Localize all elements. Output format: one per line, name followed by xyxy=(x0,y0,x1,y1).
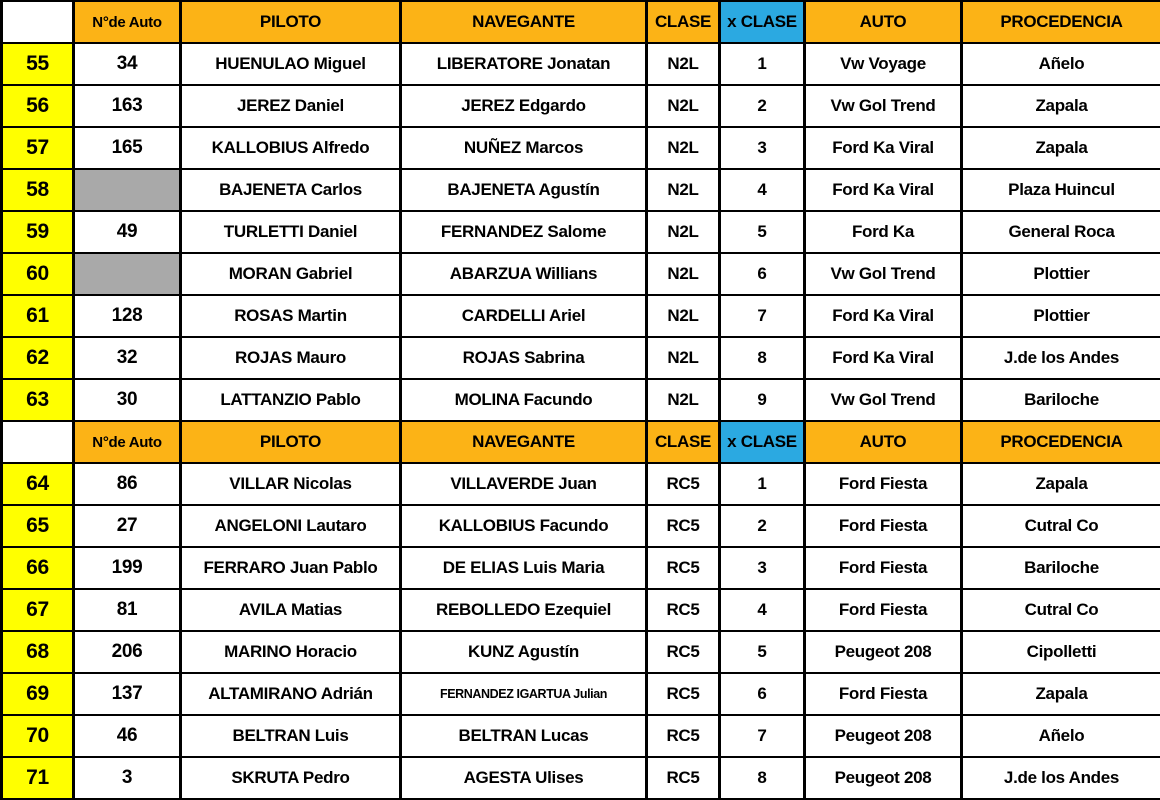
auto-number-cell[interactable]: 46 xyxy=(74,715,181,757)
piloto-cell[interactable]: VILLAR Nicolas xyxy=(181,463,401,505)
procedencia-cell[interactable]: Cipolletti xyxy=(962,631,1160,673)
procedencia-cell[interactable]: Bariloche xyxy=(962,379,1160,421)
piloto-cell[interactable]: MORAN Gabriel xyxy=(181,253,401,295)
x-clase-cell[interactable]: 9 xyxy=(720,379,805,421)
x-clase-cell[interactable]: 7 xyxy=(720,715,805,757)
position-number-cell[interactable]: 57 xyxy=(2,127,74,169)
position-number-cell[interactable]: 55 xyxy=(2,43,74,85)
navegante-cell[interactable]: AGESTA Ulises xyxy=(401,757,647,799)
position-number-cell[interactable]: 60 xyxy=(2,253,74,295)
position-number-cell[interactable]: 65 xyxy=(2,505,74,547)
auto-cell[interactable]: Ford Ka Viral xyxy=(805,295,962,337)
auto-cell[interactable]: Peugeot 208 xyxy=(805,757,962,799)
column-header-auto[interactable]: AUTO xyxy=(805,1,962,43)
table-row xyxy=(2,757,1160,799)
auto-number-cell[interactable]: 3 xyxy=(74,757,181,799)
navegante-cell[interactable]: DE ELIAS Luis Maria xyxy=(401,547,647,589)
piloto-cell[interactable]: BAJENETA Carlos xyxy=(181,169,401,211)
procedencia-cell[interactable]: Añelo xyxy=(962,43,1160,85)
navegante-cell[interactable]: FERNANDEZ IGARTUA Julian xyxy=(401,673,647,715)
x-clase-cell[interactable]: 3 xyxy=(720,547,805,589)
navegante-cell[interactable]: ABARZUA Willians xyxy=(401,253,647,295)
column-header-procedencia[interactable]: PROCEDENCIA xyxy=(962,1,1160,43)
clase-cell[interactable]: RC5 xyxy=(647,589,720,631)
procedencia-cell[interactable]: Cutral Co xyxy=(962,505,1160,547)
piloto-cell[interactable]: FERRARO Juan Pablo xyxy=(181,547,401,589)
procedencia-cell[interactable]: Zapala xyxy=(962,673,1160,715)
column-header-piloto[interactable]: PILOTO xyxy=(181,1,401,43)
position-number-cell[interactable]: 69 xyxy=(2,673,74,715)
column-header-auto-number[interactable]: N°de Auto xyxy=(74,1,181,43)
piloto-cell[interactable]: LATTANZIO Pablo xyxy=(181,379,401,421)
procedencia-cell[interactable]: Plaza Huincul xyxy=(962,169,1160,211)
auto-cell[interactable]: Peugeot 208 xyxy=(805,715,962,757)
auto-cell[interactable]: Vw Voyage xyxy=(805,43,962,85)
position-number-cell[interactable]: 64 xyxy=(2,463,74,505)
navegante-cell[interactable]: REBOLLEDO Ezequiel xyxy=(401,589,647,631)
procedencia-cell[interactable]: Añelo xyxy=(962,715,1160,757)
piloto-cell[interactable]: ALTAMIRANO Adrián xyxy=(181,673,401,715)
table-row xyxy=(2,295,1160,337)
navegante-cell[interactable]: BELTRAN Lucas xyxy=(401,715,647,757)
x-clase-cell[interactable]: 6 xyxy=(720,253,805,295)
column-header-auto[interactable]: AUTO xyxy=(805,421,962,463)
piloto-cell[interactable]: JEREZ Daniel xyxy=(181,85,401,127)
clase-cell[interactable]: RC5 xyxy=(647,673,720,715)
clase-cell[interactable]: RC5 xyxy=(647,463,720,505)
auto-cell[interactable]: Ford Fiesta xyxy=(805,547,962,589)
table-header-row xyxy=(2,1,1160,43)
auto-number-cell[interactable]: 27 xyxy=(74,505,181,547)
auto-number-cell[interactable]: 81 xyxy=(74,589,181,631)
auto-number-cell[interactable]: 206 xyxy=(74,631,181,673)
table-row xyxy=(2,505,1160,547)
procedencia-cell[interactable]: General Roca xyxy=(962,211,1160,253)
position-number-cell[interactable]: 70 xyxy=(2,715,74,757)
navegante-cell[interactable]: VILLAVERDE Juan xyxy=(401,463,647,505)
column-header-x-clase[interactable]: x CLASE xyxy=(720,1,805,43)
piloto-cell[interactable]: KALLOBIUS Alfredo xyxy=(181,127,401,169)
procedencia-cell[interactable]: Bariloche xyxy=(962,547,1160,589)
x-clase-cell[interactable]: 3 xyxy=(720,127,805,169)
piloto-cell[interactable]: TURLETTI Daniel xyxy=(181,211,401,253)
clase-cell[interactable]: RC5 xyxy=(647,715,720,757)
table-row xyxy=(2,673,1160,715)
corner-cell[interactable] xyxy=(2,1,74,43)
table-row xyxy=(2,337,1160,379)
auto-cell[interactable]: Peugeot 208 xyxy=(805,631,962,673)
navegante-cell[interactable]: MOLINA Facundo xyxy=(401,379,647,421)
auto-cell[interactable]: Vw Gol Trend xyxy=(805,253,962,295)
procedencia-cell[interactable]: Plottier xyxy=(962,253,1160,295)
navegante-cell[interactable]: FERNANDEZ Salome xyxy=(401,211,647,253)
auto-number-cell[interactable]: 32 xyxy=(74,337,181,379)
table-row xyxy=(2,127,1160,169)
auto-number-cell[interactable]: 34 xyxy=(74,43,181,85)
auto-number-cell[interactable]: 137 xyxy=(74,673,181,715)
corner-cell[interactable] xyxy=(2,421,74,463)
table-row xyxy=(2,211,1160,253)
clase-cell[interactable]: RC5 xyxy=(647,505,720,547)
procedencia-cell[interactable]: Plottier xyxy=(962,295,1160,337)
auto-cell[interactable]: Ford Ka Viral xyxy=(805,127,962,169)
clase-cell[interactable]: RC5 xyxy=(647,547,720,589)
x-clase-cell[interactable]: 6 xyxy=(720,673,805,715)
auto-cell[interactable]: Ford Ka xyxy=(805,211,962,253)
navegante-cell[interactable]: JEREZ Edgardo xyxy=(401,85,647,127)
x-clase-cell[interactable]: 2 xyxy=(720,505,805,547)
column-header-x-clase[interactable]: x CLASE xyxy=(720,421,805,463)
x-clase-cell[interactable]: 1 xyxy=(720,43,805,85)
auto-number-cell[interactable]: 199 xyxy=(74,547,181,589)
auto-cell[interactable]: Ford Ka Viral xyxy=(805,169,962,211)
x-clase-cell[interactable]: 1 xyxy=(720,463,805,505)
piloto-cell[interactable]: BELTRAN Luis xyxy=(181,715,401,757)
clase-cell[interactable]: N2L xyxy=(647,85,720,127)
clase-cell[interactable]: N2L xyxy=(647,253,720,295)
position-number-cell[interactable]: 68 xyxy=(2,631,74,673)
clase-cell[interactable]: N2L xyxy=(647,337,720,379)
table-row xyxy=(2,85,1160,127)
position-number-cell[interactable]: 71 xyxy=(2,757,74,799)
auto-number-cell[interactable]: 163 xyxy=(74,85,181,127)
clase-cell[interactable]: RC5 xyxy=(647,631,720,673)
auto-cell[interactable]: Ford Fiesta xyxy=(805,673,962,715)
column-header-navegante[interactable]: NAVEGANTE xyxy=(401,1,647,43)
navegante-cell[interactable]: LIBERATORE Jonatan xyxy=(401,43,647,85)
procedencia-cell[interactable]: Cutral Co xyxy=(962,589,1160,631)
clase-cell[interactable]: N2L xyxy=(647,43,720,85)
procedencia-cell[interactable]: J.de los Andes xyxy=(962,337,1160,379)
table-row xyxy=(2,43,1160,85)
position-number-cell[interactable]: 66 xyxy=(2,547,74,589)
piloto-cell[interactable]: ANGELONI Lautaro xyxy=(181,505,401,547)
column-header-auto-number[interactable]: N°de Auto xyxy=(74,421,181,463)
position-number-cell[interactable]: 56 xyxy=(2,85,74,127)
table-row xyxy=(2,169,1160,211)
table-row xyxy=(2,463,1160,505)
auto-cell[interactable]: Ford Fiesta xyxy=(805,589,962,631)
x-clase-cell[interactable]: 5 xyxy=(720,211,805,253)
navegante-cell[interactable]: ROJAS Sabrina xyxy=(401,337,647,379)
x-clase-cell[interactable]: 4 xyxy=(720,169,805,211)
piloto-cell[interactable]: AVILA Matias xyxy=(181,589,401,631)
table-header-row xyxy=(2,421,1160,463)
auto-number-cell[interactable]: 86 xyxy=(74,463,181,505)
column-header-procedencia[interactable]: PROCEDENCIA xyxy=(962,421,1160,463)
clase-cell[interactable]: N2L xyxy=(647,169,720,211)
auto-number-cell[interactable]: 128 xyxy=(74,295,181,337)
table-row xyxy=(2,589,1160,631)
clase-cell[interactable]: N2L xyxy=(647,379,720,421)
column-header-clase[interactable]: CLASE xyxy=(647,1,720,43)
position-number-cell[interactable]: 58 xyxy=(2,169,74,211)
auto-cell[interactable]: Ford Fiesta xyxy=(805,463,962,505)
piloto-cell[interactable]: ROSAS Martin xyxy=(181,295,401,337)
position-number-cell[interactable]: 63 xyxy=(2,379,74,421)
navegante-cell[interactable]: BAJENETA Agustín xyxy=(401,169,647,211)
piloto-cell[interactable]: ROJAS Mauro xyxy=(181,337,401,379)
x-clase-cell[interactable]: 4 xyxy=(720,589,805,631)
auto-cell[interactable]: Vw Gol Trend xyxy=(805,379,962,421)
navegante-cell[interactable]: CARDELLI Ariel xyxy=(401,295,647,337)
auto-number-cell[interactable]: 165 xyxy=(74,127,181,169)
procedencia-cell[interactable]: Zapala xyxy=(962,127,1160,169)
x-clase-cell[interactable]: 7 xyxy=(720,295,805,337)
auto-cell[interactable]: Ford Ka Viral xyxy=(805,337,962,379)
piloto-cell[interactable]: SKRUTA Pedro xyxy=(181,757,401,799)
piloto-cell[interactable]: HUENULAO Miguel xyxy=(181,43,401,85)
table-row xyxy=(2,715,1160,757)
auto-number-cell[interactable]: 49 xyxy=(74,211,181,253)
position-number-cell[interactable]: 67 xyxy=(2,589,74,631)
auto-number-cell[interactable] xyxy=(74,169,181,211)
auto-cell[interactable]: Vw Gol Trend xyxy=(805,85,962,127)
column-header-piloto[interactable]: PILOTO xyxy=(181,421,401,463)
x-clase-cell[interactable]: 5 xyxy=(720,631,805,673)
table-row xyxy=(2,631,1160,673)
clase-cell[interactable]: N2L xyxy=(647,295,720,337)
table-row xyxy=(2,379,1160,421)
clase-cell[interactable]: RC5 xyxy=(647,757,720,799)
piloto-cell[interactable]: MARINO Horacio xyxy=(181,631,401,673)
clase-cell[interactable]: N2L xyxy=(647,211,720,253)
table-row xyxy=(2,547,1160,589)
navegante-cell[interactable]: KALLOBIUS Facundo xyxy=(401,505,647,547)
procedencia-cell[interactable]: Zapala xyxy=(962,85,1160,127)
x-clase-cell[interactable]: 8 xyxy=(720,337,805,379)
position-number-cell[interactable]: 62 xyxy=(2,337,74,379)
navegante-cell[interactable]: NUÑEZ Marcos xyxy=(401,127,647,169)
x-clase-cell[interactable]: 2 xyxy=(720,85,805,127)
procedencia-cell[interactable]: Zapala xyxy=(962,463,1160,505)
position-number-cell[interactable]: 59 xyxy=(2,211,74,253)
auto-number-cell[interactable]: 30 xyxy=(74,379,181,421)
x-clase-cell[interactable]: 8 xyxy=(720,757,805,799)
auto-number-cell[interactable] xyxy=(74,253,181,295)
position-number-cell[interactable]: 61 xyxy=(2,295,74,337)
clase-cell[interactable]: N2L xyxy=(647,127,720,169)
procedencia-cell[interactable]: J.de los Andes xyxy=(962,757,1160,799)
table-row xyxy=(2,253,1160,295)
column-header-navegante[interactable]: NAVEGANTE xyxy=(401,421,647,463)
auto-cell[interactable]: Ford Fiesta xyxy=(805,505,962,547)
column-header-clase[interactable]: CLASE xyxy=(647,421,720,463)
navegante-cell[interactable]: KUNZ Agustín xyxy=(401,631,647,673)
